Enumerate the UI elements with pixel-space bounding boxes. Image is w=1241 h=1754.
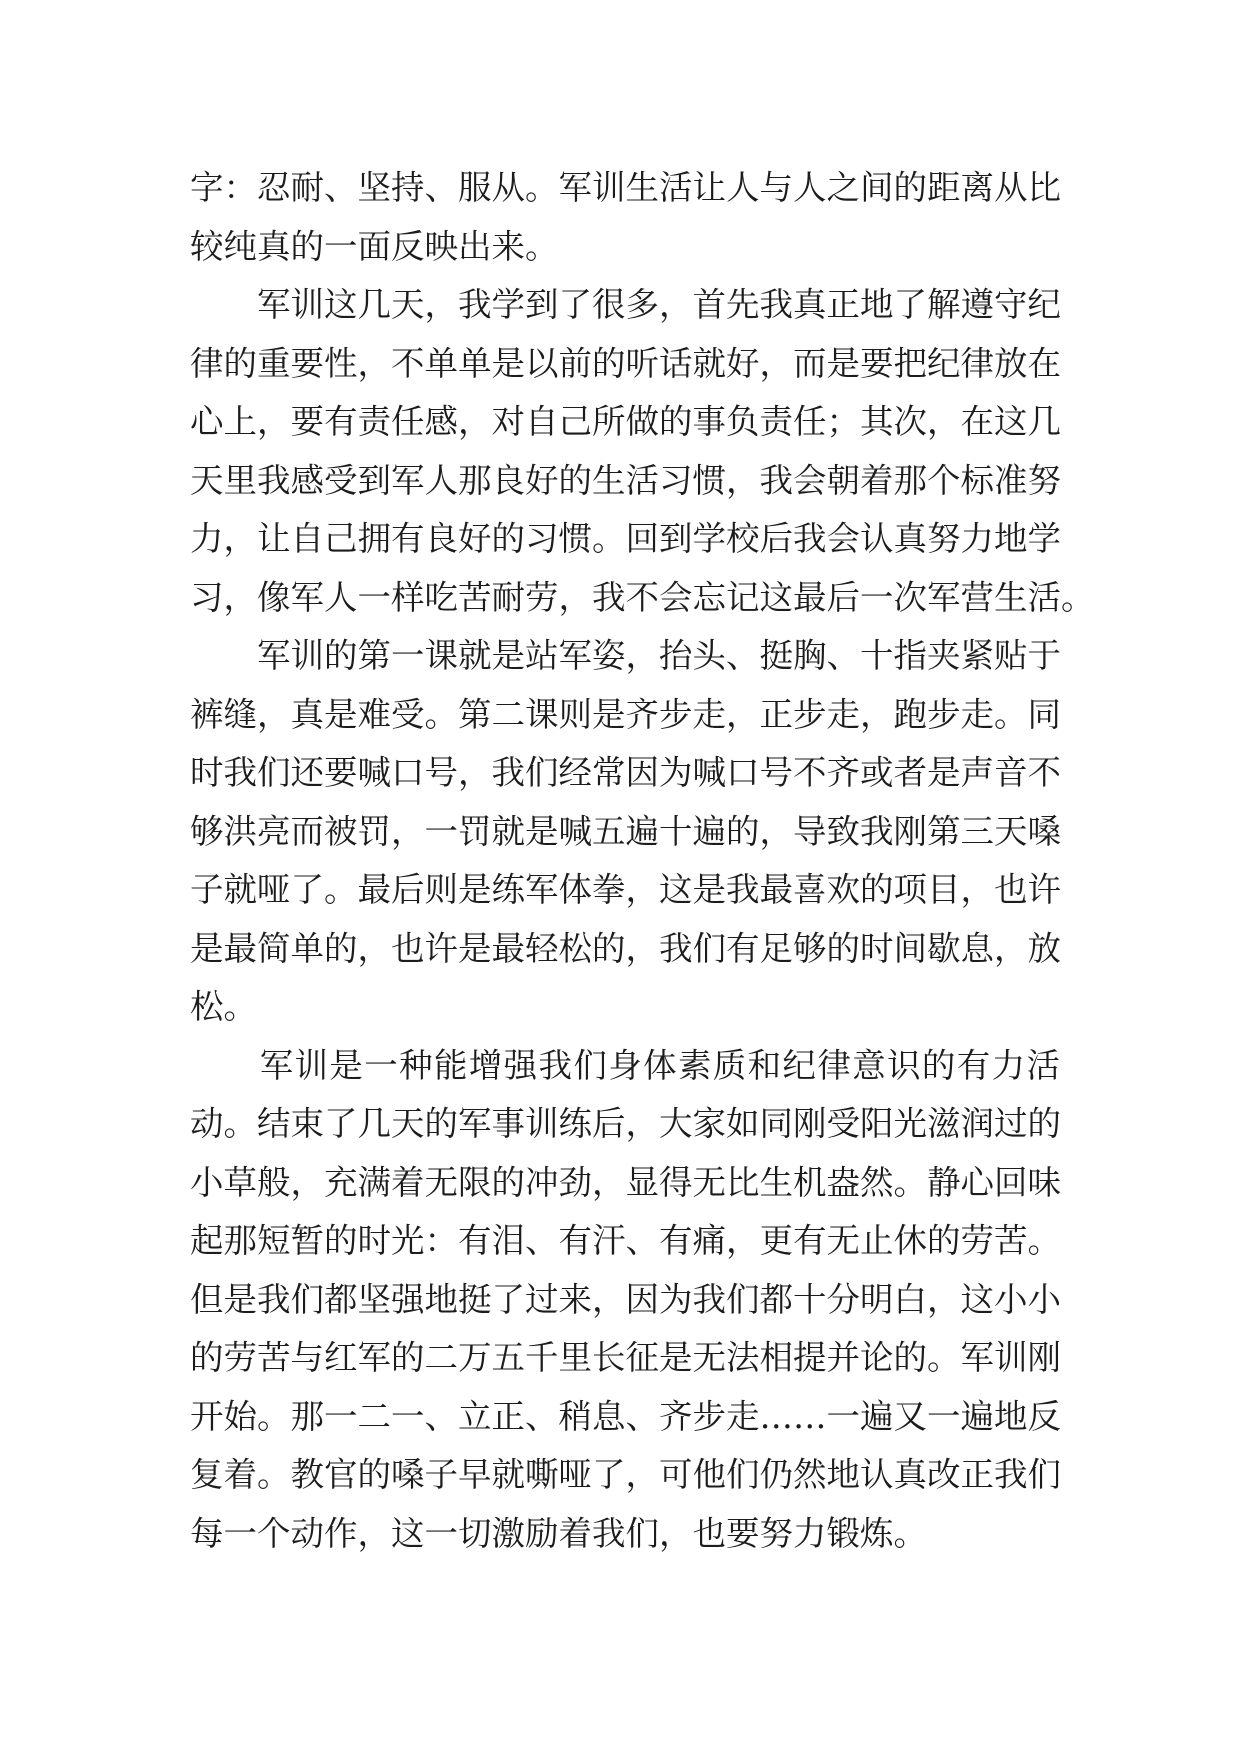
- text-line: 是最简单的，也许是最轻松的，我们有足够的时间歇息，放: [190, 928, 1061, 968]
- text-line: 心上，要有责任感，对自己所做的事负责任；其次，在这几: [190, 402, 1061, 441]
- text-line: 够洪亮而被罚，一罚就是喊五遍十遍的，导致我刚第三天嗓: [190, 811, 1061, 851]
- text-line: 习，像军人一样吃苦耐劳，我不会忘记这最后一次军营生活。: [190, 577, 1095, 617]
- text-line: 较纯真的一面反映出来。: [190, 226, 559, 266]
- text-line: 天里我感受到军人那良好的生活习惯，我会朝着那个标准努: [190, 460, 1061, 500]
- text-line: 小草般，充满着无限的冲劲，显得无比生机盎然。静心回味: [190, 1162, 1061, 1202]
- text-line: 动。结束了几天的军事训练后，大家如同刚受阳光滋润过的: [190, 1104, 1061, 1143]
- text-line: 但是我们都坚强地挺了过来，因为我们都十分明白，这小小: [190, 1279, 1061, 1319]
- text-line: 军训这几天，我学到了很多，首先我真正地了解遵守纪: [190, 285, 1061, 324]
- text-line: 复着。教官的嗓子早就嘶哑了，可他们仍然地认真改正我们: [190, 1455, 1061, 1494]
- paragraph-4: [190, 1037, 1060, 1564]
- text-line: 字：忍耐、坚持、服从。军训生活让人与人之间的距离从比: [190, 168, 1061, 207]
- text-line: 每一个动作，这一切激励着我们，也要努力锻炼。: [190, 1513, 927, 1553]
- document-body: [190, 159, 1095, 1563]
- paragraph-3: [190, 627, 1060, 1037]
- text-line: 起那短暂的时光：有泪、有汗、有痛，更有无止休的劳苦。: [190, 1221, 1061, 1260]
- text-line: 的劳苦与红军的二万五千里长征是无法相提并论的。军训刚: [190, 1338, 1061, 1377]
- text-line: 裤缝，真是难受。第二课则是齐步走，正步走，跑步走。同: [190, 694, 1061, 734]
- paragraph-1: [190, 159, 1060, 276]
- paragraph-2: [190, 276, 1095, 627]
- text-line: 力，让自己拥有良好的习惯。回到学校后我会认真努力地学: [190, 519, 1061, 558]
- text-line: 时我们还要喊口号，我们经常因为喊口号不齐或者是声音不: [190, 753, 1061, 792]
- text-line: 松。: [190, 987, 257, 1026]
- text-line: 军训的第一课就是站军姿，抬头、挺胸、十指夹紧贴于: [190, 636, 1061, 675]
- text-line: 子就哑了。最后则是练军体拳，这是我最喜欢的项目，也许: [190, 870, 1061, 909]
- text-line: 律的重要性，不单单是以前的听话就好，而是要把纪律放在: [190, 343, 1061, 383]
- text-line: 开始。那一二一、立正、稍息、齐步走……一遍又一遍地反: [190, 1396, 1061, 1436]
- text-line: 军训是一种能增强我们身体素质和纪律意识的有力活: [190, 1045, 1060, 1085]
